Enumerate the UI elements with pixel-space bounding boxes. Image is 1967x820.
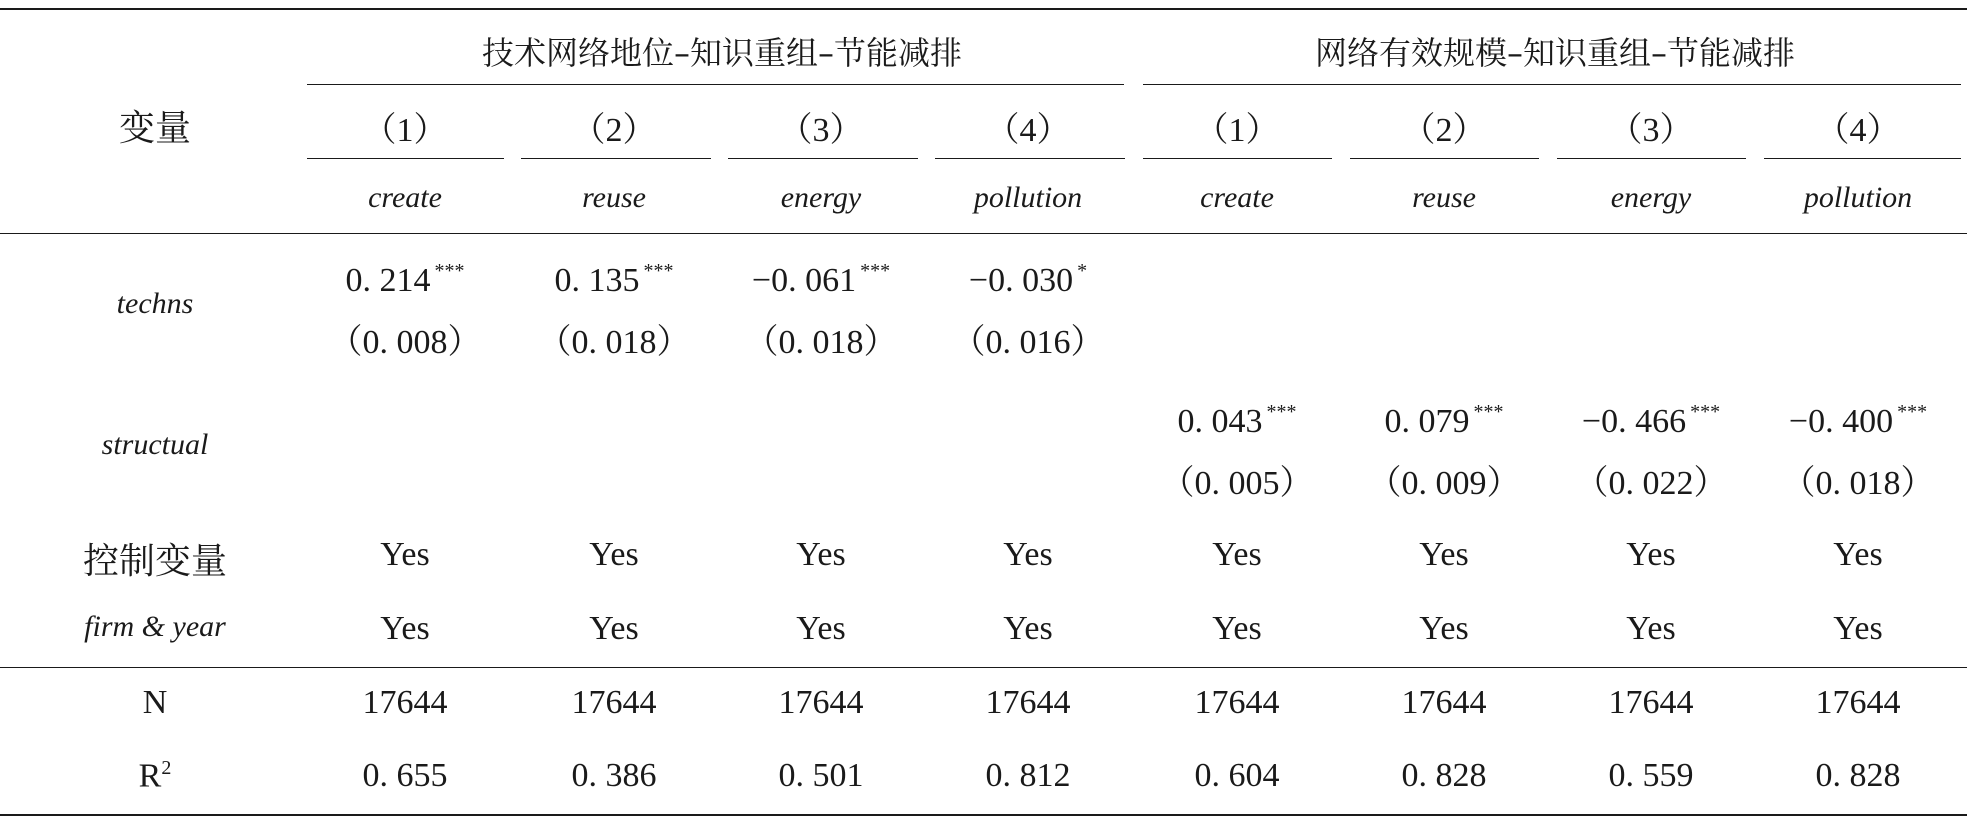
row-label-controls: 控制变量 — [82, 541, 228, 582]
column-depvar: create — [1200, 181, 1274, 214]
standard-error: （0. 018） — [1781, 465, 1935, 502]
column-rule — [1350, 158, 1539, 159]
coefficient — [1178, 401, 1297, 441]
fe-value: Yes — [1419, 610, 1469, 647]
n-value: 17644 — [1401, 684, 1487, 721]
top-rule — [0, 8, 1967, 10]
r2-superscript: 2 — [161, 757, 172, 779]
column-depvar: pollution — [1803, 181, 1913, 214]
r2-value: 0. 828 — [1815, 757, 1901, 794]
fe-value: Yes — [1003, 610, 1053, 647]
n-value: 17644 — [985, 684, 1071, 721]
r2-value: 0. 386 — [571, 757, 657, 794]
column-number: （2） — [571, 112, 657, 149]
row-label-techns: techns — [116, 287, 194, 320]
controls-value: Yes — [589, 536, 639, 573]
body-bottom-rule — [0, 667, 1967, 668]
column-number: （2） — [1401, 112, 1487, 149]
coefficient-value: 0. 079 — [1384, 403, 1470, 440]
controls-value: Yes — [380, 536, 430, 573]
standard-error: （0. 022） — [1574, 465, 1728, 502]
significance-stars: *** — [860, 260, 891, 282]
header-bottom-rule — [0, 233, 1967, 234]
row-label-r2: $R^2$ — [138, 757, 172, 795]
n-value: 17644 — [571, 684, 657, 721]
fe-value: Yes — [589, 610, 639, 647]
column-depvar: reuse — [1412, 181, 1476, 214]
group2-rule — [1143, 84, 1961, 85]
n-value: 17644 — [1815, 684, 1901, 721]
column-rule — [307, 158, 504, 159]
column-rule — [935, 158, 1125, 159]
n-value: 17644 — [778, 684, 864, 721]
r2-value: 0. 655 — [362, 757, 448, 794]
coefficient — [752, 260, 890, 300]
r2-value: 0. 559 — [1608, 757, 1694, 794]
n-value: 17644 — [1608, 684, 1694, 721]
column-depvar: pollution — [973, 181, 1083, 214]
column-depvar: reuse — [582, 181, 646, 214]
r2-value: 0. 501 — [778, 757, 864, 794]
coefficient-value: −0. 030 — [968, 262, 1074, 299]
significance-stars: *** — [643, 260, 674, 282]
coefficient — [1582, 401, 1720, 441]
controls-value: Yes — [1003, 536, 1053, 573]
controls-value: Yes — [1419, 536, 1469, 573]
coefficient-value: 0. 135 — [554, 262, 640, 299]
coefficient-value: −0. 466 — [1581, 403, 1687, 440]
significance-stars: * — [1077, 260, 1088, 282]
coefficient-value: −0. 400 — [1788, 403, 1894, 440]
controls-value: Yes — [1212, 536, 1262, 573]
standard-error: （0. 005） — [1160, 465, 1314, 502]
controls-value: Yes — [1626, 536, 1676, 573]
standard-error: （0. 008） — [328, 324, 482, 361]
standard-error: （0. 009） — [1367, 465, 1521, 502]
column-depvar: energy — [1610, 181, 1692, 214]
coefficient — [1385, 401, 1504, 441]
column-depvar: create — [368, 181, 442, 214]
significance-stars: *** — [1266, 401, 1297, 423]
column-number: （1） — [362, 112, 448, 149]
coefficient — [1789, 401, 1927, 441]
column-rule — [1764, 158, 1961, 159]
fe-value: Yes — [796, 610, 846, 647]
coefficient — [346, 260, 465, 300]
standard-error: （0. 018） — [537, 324, 691, 361]
row-label-n: N — [142, 684, 168, 721]
fe-value: Yes — [1626, 610, 1676, 647]
fe-value: Yes — [380, 610, 430, 647]
r2-value: 0. 828 — [1401, 757, 1487, 794]
significance-stars: *** — [1897, 401, 1928, 423]
significance-stars: *** — [1690, 401, 1721, 423]
r2-value: 0. 604 — [1194, 757, 1280, 794]
controls-value: Yes — [796, 536, 846, 573]
fe-value: Yes — [1212, 610, 1262, 647]
column-rule — [521, 158, 711, 159]
n-value: 17644 — [1194, 684, 1280, 721]
coefficient-value: −0. 061 — [751, 262, 857, 299]
coefficient-value: 0. 043 — [1177, 403, 1263, 440]
column-rule — [728, 158, 918, 159]
column-number: （3） — [1608, 112, 1694, 149]
standard-error: （0. 016） — [951, 324, 1105, 361]
coefficient — [555, 260, 674, 300]
column-depvar: energy — [780, 181, 862, 214]
standard-error: （0. 018） — [744, 324, 898, 361]
column-number: （4） — [1815, 112, 1901, 149]
column-rule — [1557, 158, 1746, 159]
group1-rule — [307, 84, 1124, 85]
group2-title: 网络有效规模–知识重组–节能减排 — [1314, 34, 1796, 72]
column-rule — [1143, 158, 1332, 159]
significance-stars: *** — [1473, 401, 1504, 423]
column-number: （4） — [985, 112, 1071, 149]
bottom-rule — [0, 814, 1967, 816]
r2-value: 0. 812 — [985, 757, 1071, 794]
row-label-structual: structual — [101, 428, 209, 461]
significance-stars: *** — [434, 260, 465, 282]
column-number: （3） — [778, 112, 864, 149]
column-number: （1） — [1194, 112, 1280, 149]
coefficient-value: 0. 214 — [345, 262, 431, 299]
group1-title: 技术网络地位–知识重组–节能减排 — [481, 34, 963, 72]
row-label-fe: firm & year — [84, 610, 226, 643]
coefficient — [969, 260, 1087, 300]
n-value: 17644 — [362, 684, 448, 721]
variable-label: 变量 — [118, 108, 192, 149]
fe-value: Yes — [1833, 610, 1883, 647]
controls-value: Yes — [1833, 536, 1883, 573]
